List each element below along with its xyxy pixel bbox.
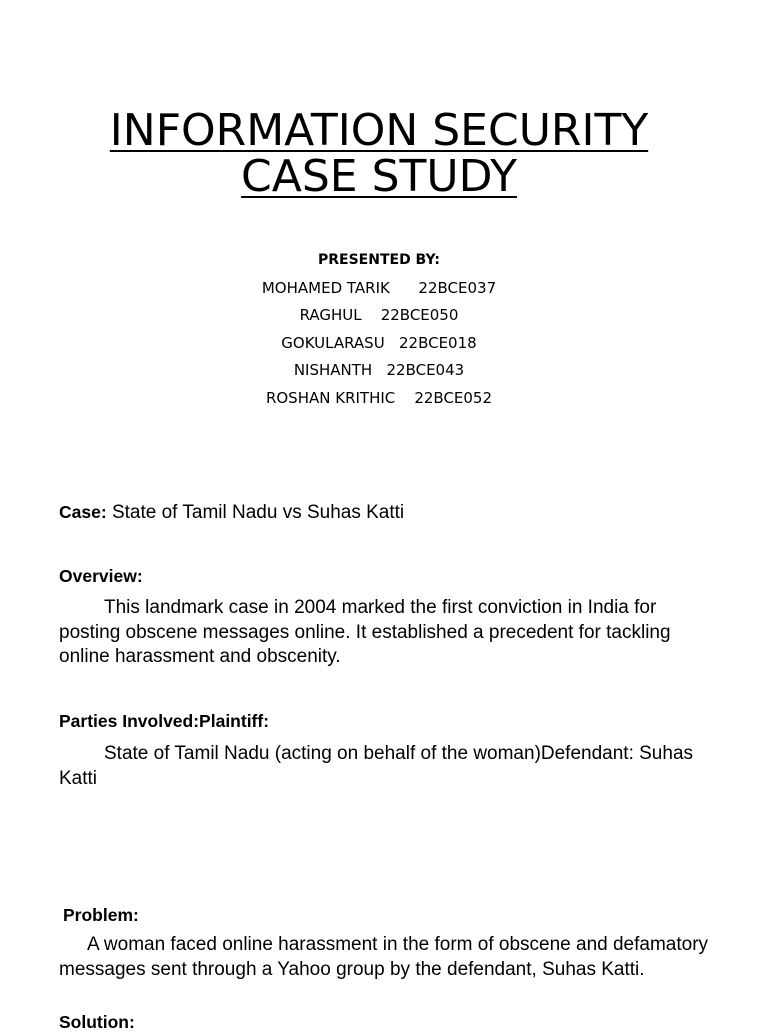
problem-heading: Problem:: [63, 905, 139, 925]
presenters-block: [0, 247, 758, 413]
presented-by-label: PRESENTED BY:: [317, 252, 440, 268]
presenter-row: ROSHAN KRITHIC 22BCE052: [265, 388, 493, 407]
solution-heading: Solution:: [59, 1012, 135, 1032]
presenter-row: RAGHUL 22BCE050: [299, 306, 459, 325]
case-text: State of Tamil Nadu vs Suhas Katti: [106, 502, 405, 523]
overview-heading: Overview:: [59, 566, 143, 586]
presenter-row: GOKULARASU 22BCE018: [281, 333, 477, 352]
document-title: [0, 105, 758, 202]
parties-text: State of Tamil Nadu (acting on behalf of the woman)Defendant: Suhas Katti: [59, 743, 694, 789]
presenter-row: NISHANTH 22BCE043: [293, 361, 465, 380]
overview-text: This landmark case in 2004 marked the first conviction in India for posting obscene messages online. It established a precedent for tackling online harassment and obscenity.: [59, 597, 671, 667]
problem-paragraph: [59, 933, 719, 982]
parties-heading: Parties Involved:Plaintiff:: [59, 711, 270, 731]
presenter-row: MOHAMED TARIK 22BCE037: [261, 278, 497, 297]
overview-paragraph: [59, 596, 719, 670]
case-line: [59, 500, 719, 526]
problem-text: A woman faced online harassment in the form of obscene and defamatory messages sent through a Yahoo group by the defendant, Suhas Katti.: [59, 934, 709, 980]
parties-paragraph: [59, 742, 719, 791]
title-line-1: INFORMATION SECURITY: [109, 105, 649, 156]
title-line-2: CASE STUDY: [241, 151, 517, 202]
case-label: Case:: [59, 502, 107, 522]
